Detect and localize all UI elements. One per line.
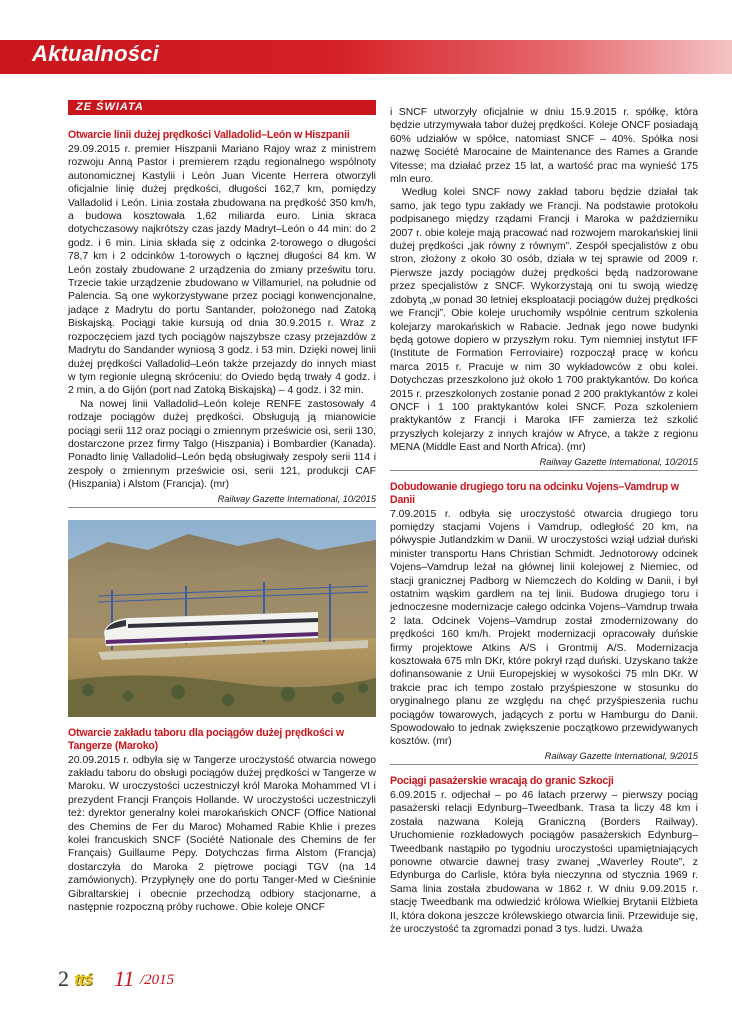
section-banner xyxy=(0,40,732,74)
left-column xyxy=(68,100,376,914)
article-body-morocco-p1-cont: i SNCF utworzyły oficjalnie w dniu 15.9.2015 r. spółkę, która będzie utrzymywała tabor dużej prędkości. Koleje ONCF posiadają 60% udziałów w spółce, natomiast SNCF – 40%. Spółka nosi nazwę Société Marocaine de Maintenance des Rames a Grande Vitesse; ma działać przez 15 lat, a wartość prac ma wynieść 175 mln euro. xyxy=(390,107,698,186)
section-label: ZE ŚWIATA xyxy=(68,100,376,115)
issue-year: /2015 xyxy=(140,972,175,988)
article-body-spain-p1: 29.09.2015 r. premier Hiszpanii Mariano Rajoy wraz z ministrem rozwoju Anną Pastor i premierem rządu regionalnego wspólnoty autonomicznej Kastylii i León Juan Vicente Herrera otworzyli oficjalnie linię dużej prędkości, długości 162,7 km, pomiędzy Valladolid i León. Linia została zbudowana na prędkość 350 km/h, a budowa kosztowała 1,62 miliarda euro. Linia skraca dotychczasowy najkrótszy czas jazdy Madryt–León o 44 min: do 2 godz. i 6 min. Linia składa się z odcinka 2-torowego o długości 78,7 km i 2 odcinków 1-torowych o łącznej długości 84 km. W León zostały zbudowane 2 urządzenia do zmiany prześwitu toru. Trzecie takie urządzenie zbudowano w Villamuriel, na południe od Palencia. Są one wykorzystywane przez pociągi konwencjonalne, jadące z Madrytu do portu Santander, położonego nad Zatoką Biskajską. Pociągi takie kursują od dnia 30.9.2015 r. Wraz z rozpoczęciem jazd tych pociągów najszybsze czasy przejazdów z Madrytu do Sandander wyniosą 3 godz. i 53 min. Dzięki nowej linii dużej prędkości Valladolid–León także przejazdy do innych miast w tym regionie ulegną skróceniu: do Oviedo będą trwały 4 godz. i 2 min, a do Gijón (port nad Zatoką Biskajską) – 4 godz. i 32 min. xyxy=(68,144,376,397)
article-body-denmark-p1: 7.09.2015 r. odbyła się uroczystość otwarcia drugiego toru pomiędzy stacjami Vojens i Vamdrup, odległość 20 km, na półwyspie Jutlandzkim w Danii. W uroczystości wziął udział duński minister transportu Hans Christian Schmidt. Jednotorowy odcinek Vojens–Vamdrup leżał na głównej linii kolejowej z Niemiec, od stacji granicznej Padborg w Niemczech do Kolding w Danii, i był ostatnim wąskim gardłem na tej linii. Budowa drugiego toru i jednoczesne modernizacje całego odcinka Vojens–Vamdrup trwała 2 lata. Odcinek Vojens–Vamdrup został zmodernizowany do prędkości 160 km/h. Projekt modernizacji opracowały duńskie firmy projektowe Atkins A/S i Grontmij A/S. Modernizacja kosztowała 675 mln DKr, które pokrył rząd duński. Uzyskano także dofinansowanie z Unii Europejskiej w wysokości 75 mln DKr. W trakcie prac ich tempo zostało przyśpieszone w stosunku do oryginalnego planu ze względu na chęć przyśpieszenia ruchu pociągów towarowych, jadących z portu w Hamburgu do Danii. Spowodowało to jednak zwiększenie początkowo przewidywanych kosztów. (mr) xyxy=(390,508,698,748)
high-speed-train-photo xyxy=(68,520,376,717)
article-title-scotland: Pociągi pasażerskie wracają do granic Szkocji xyxy=(390,774,614,787)
article-title-denmark: Dobudowanie drugiego toru na odcinku Vojens–Vamdrup w Danii xyxy=(390,480,679,506)
right-column xyxy=(390,106,698,936)
article-body-scotland-p1: 6.09.2015 r. odjechał – po 46 latach przerwy – pierwszy pociąg pasażerski relacji Edynburg–Tweedbank. Trasa ta liczy 48 km i została nazwana Koleją Graniczną (Borders Railway). Uruchomienie rozkładowych pociągów pasażerskich Edynburg–Tweedbank nastąpiło po tygodniu uroczystości upamiętniających ponowne otwarcie dawnej trasy zwanej „Waverley Route”, z Edynburga do Carlisle, która była nieczynna od stycznia 1969 r. Sama linia została zbudowana w 1862 r. W dniu 9.09.2015 r. stację Tweedbank ma odwiedzić królowa Wielkiej Brytanii Elżbieta II, która dokona jeszcze królewskiego otwarcia linii. Przewiduje się, że uroczystość ta zgromadzi ponad 3 tys. ludzi. Uważa xyxy=(390,789,698,935)
article-title-spain: Otwarcie linii dużej prędkości Valladolid–León w Hiszpanii xyxy=(68,129,350,141)
train-photo-illustration xyxy=(68,520,376,717)
article-body-morocco-p2: Według kolei SNCF nowy zakład taboru będzie działał tak samo, jak tego typu zakłady we Francji. Na podstawie protokołu podpisanego między rządami Francji i Maroka w październiku 2007 r. obie koleje mają pracować nad rozwojem marokańskiej linii dużej prędkości „jak równy z równym”. Zespół specjalistów z obu stron, złożony z około 30 osób, działa w tej sprawie od 2009 r. Pierwsze jazdy pociągów dużej prędkości będą nadzorowane przez specjalistów z SNCF. Wykorzystają oni tu swoją wiedzę zdobytą „w ponad 30 letniej eksploatacji pociągów dużej prędkości we Francji”. Obie koleje uruchomiły wspólnie centrum szkolenia kolejarzy marokańskich w Rabacie. Jednak jego nowe budynki będą gotowe dopiero w przyszłym roku. Tym niemniej instytut IFF (Institute de Formation Ferroviaire) rozpoczął pracę w końcu marca 2015 r. Pracuje w nim 30 wykładowców z obu kolei. Dotychczas przeszkolono już około 1 700 praktykantów. Do końca 2015 r. przeszkolonych zostanie ponad 2 200 praktykantów z kolei ONCF i 1 100 praktykantów kolei SNCF. Poza szkoleniem praktykantów z Francji i Maroka IFF zamierza też szkolić przyszłych kolejarzy z innych krajów w Afryce, a także z regionu MENA (Middle East and North Africa). (mr) xyxy=(390,187,698,454)
article-source-spain: Railway Gazette International, 10/2015 xyxy=(68,493,376,508)
issue-number: 11 xyxy=(114,966,135,991)
article-source-denmark: Railway Gazette International, 9/2015 xyxy=(390,750,698,765)
article-title-morocco: Otwarcie zakładu taboru dla pociągów dużej prędkości w Tangerze (Maroko) xyxy=(68,726,344,752)
ttk-logo: ttś xyxy=(74,970,92,989)
article-source-morocco: Railway Gazette International, 10/2015 xyxy=(390,456,698,471)
article-body-spain-p2: Na nowej linii Valladolid–León koleje RENFE zastosowały 4 rodzaje pociągów dużej prędkości. Obsługują ją mianowicie pociągi serii 112 oraz pociągi o zmiennym prześwicie osi, serii 130, dostarczone przez firmy Talgo (Hiszpania) i Bombardier (Kanada). Ponadto linię Valladolid–León będą obsługiwały zespoły serii 114 i zespoły o zmiennym prześwicie osi, serii 121, produkcji CAF (Hiszpania) i Alstom (Francja). (mr) xyxy=(68,398,376,491)
article-body-morocco-p1: 20.09.2015 r. odbyła się w Tangerze uroczystość otwarcia nowego zakładu taboru do obsługi pociągów dużej prędkości w Tangerze w Maroku. W uroczystości uczestniczył król Maroka Mohammed VI i prezydent Francji François Hollande. W uroczystości uczestniczyli też: dyrektor generalny kolei marokańskich ONCF (Office National des Chemins de Fer du Maroc) Mohamed Rabie Khlie i prezes kolei francuskich SNCF (Société Nationale des Chemins de fer Français) Guillaume Pepy. Dotychczas firma Alstom (Francja) dostarczyła do Maroka 2 piętrowe pociągi TGV (na 14 zamówionych). Przypłynęły one do portu Tanger-Med w Cieśninie Gibraltarskiej i obecnie przechodzą odbiory stacjonarne, a następnie rozpoczną próby ruchowe. Obie koleje ONCF xyxy=(68,754,376,914)
page-number: 2 xyxy=(58,966,69,991)
page-title: Aktualności xyxy=(32,41,159,66)
